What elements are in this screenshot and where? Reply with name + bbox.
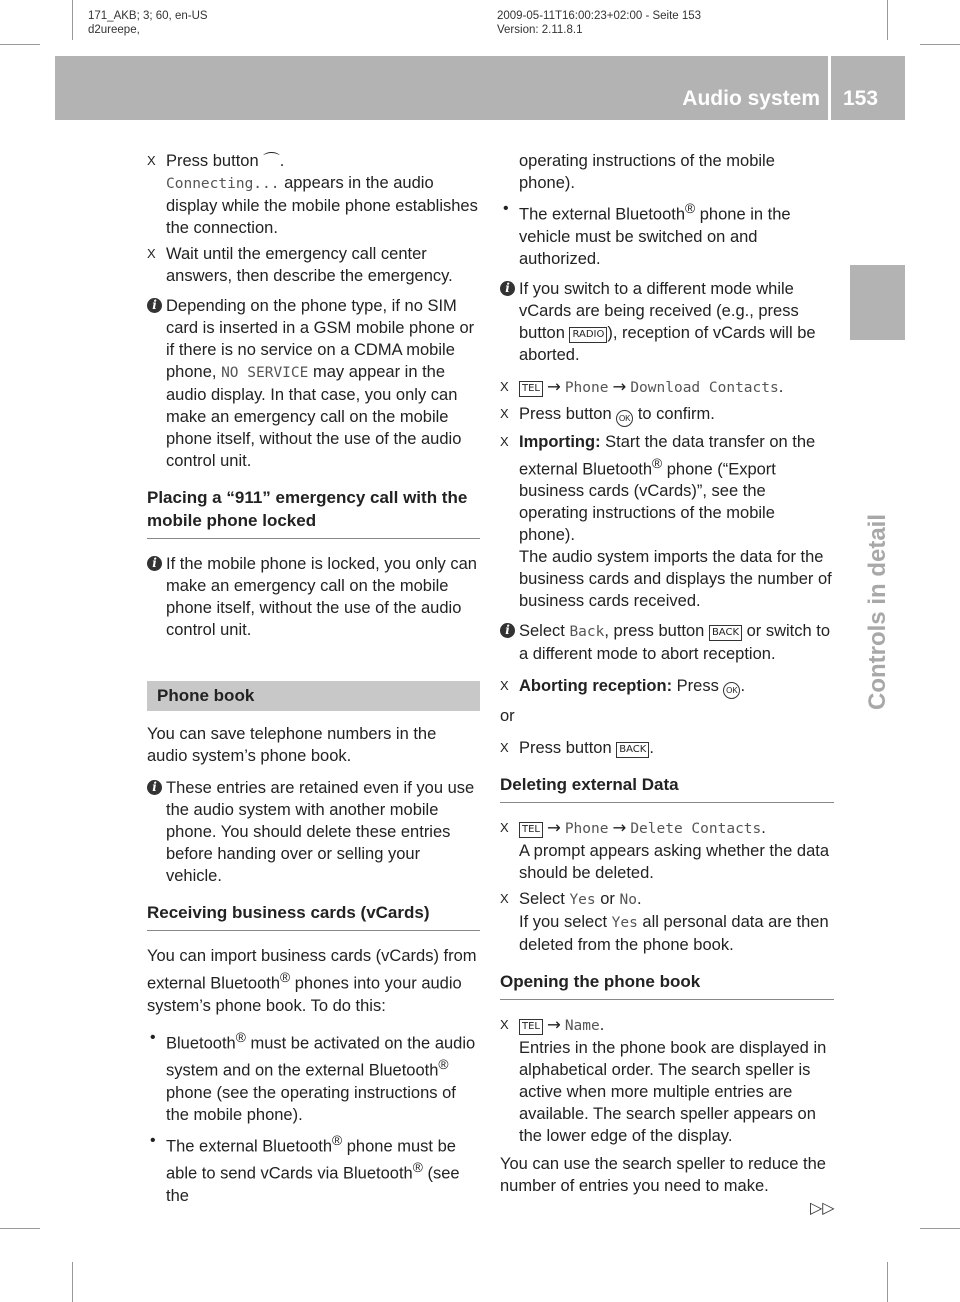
step-importing: X Importing: Start the data transfer on the external Bluetooth® phone (“Export business cards (vCards)”, see the operating instructions of the mobile phone). The audio system imports the data for the business cards and displays the number of business cards received.: [500, 432, 832, 610]
crop-mark: [72, 0, 73, 40]
crop-mark: [887, 1262, 888, 1302]
bullet-bluetooth-active: • Bluetooth® must be activated on the audio system and on the external Bluetooth® phone (see the operating instructions of the mobile phone).: [150, 1028, 476, 1124]
step-confirm: X Press button OK to confirm.: [500, 403, 834, 427]
step-marker-icon: X: [500, 820, 509, 835]
section-heading-phone-book: Phone book: [147, 681, 480, 711]
heading-vcards: Receiving business cards (vCards): [147, 901, 480, 931]
info-note-locked: i If the mobile phone is locked, you only can make an emergency call on the mobile phone itself, without the use of the audio control unit.: [147, 553, 480, 641]
right-column: [500, 150, 834, 1207]
info-icon: i: [500, 623, 515, 638]
bullet-icon: •: [503, 200, 509, 217]
crop-mark: [920, 1228, 960, 1229]
tel-key-icon: TEL: [519, 822, 543, 838]
ok-button-icon: OK: [723, 682, 740, 699]
bullet-send-vcards: • The external Bluetooth® phone must be able to send vCards via Bluetooth® (see the: [150, 1131, 460, 1205]
meta-line: Version: 2.11.8.1: [497, 24, 583, 36]
step-select-yes-no: X Select Yes or No. If you select Yes all personal data are then deleted from the phone book.: [500, 890, 829, 954]
info-icon: i: [147, 556, 162, 571]
final-paragraph: You can use the search speller to reduce the number of entries you need to make.: [500, 1155, 826, 1195]
crop-mark: [72, 1262, 73, 1302]
info-note-retained: i These entries are retained even if you use the audio system with another mobile phone. You should delete these entries before handing over or selling your vehicle.: [147, 777, 480, 887]
page-title: Audio system: [682, 87, 820, 110]
crop-mark: [920, 44, 960, 45]
bullet-switched-on: • The external Bluetooth® phone in the vehicle must be switched on and authorized.: [503, 200, 791, 268]
heading-delete: Deleting external Data: [500, 773, 834, 803]
side-tab-label: Controls in detail: [864, 513, 891, 710]
or-text: or: [500, 707, 515, 725]
info-note-sim: i Depending on the phone type, if no SIM card is inserted in a GSM mobile phone or if there is no service on a CDMA mobile phone, NO SERVICE may appear in the audio display. In that case, you only can make an emergency call on the mobile phone itself, without the use of the audio control unit.: [147, 295, 480, 472]
back-key-icon: BACK: [709, 625, 742, 641]
crop-mark: [0, 44, 40, 45]
step-press-back: X Press button BACK .: [500, 739, 654, 757]
phone-book-paragraph: You can save telephone numbers in the audio system’s phone book.: [147, 725, 437, 765]
tel-key-icon: TEL: [519, 1019, 543, 1035]
bullet-icon: •: [150, 1028, 156, 1046]
radio-key-icon: RADIO: [569, 327, 607, 343]
phone-icon: ⌒: [263, 152, 280, 170]
crop-mark: [0, 1228, 40, 1229]
info-icon: i: [147, 298, 162, 313]
tel-key-icon: TEL: [519, 381, 543, 397]
bullet-icon: •: [150, 1131, 156, 1149]
side-tab: [850, 265, 905, 340]
step-download-contacts: X TEL → Phone → Download Contacts.: [500, 376, 784, 396]
step-marker-icon: X: [500, 405, 509, 421]
info-icon: i: [147, 780, 162, 795]
step-marker-icon: X: [147, 246, 156, 261]
back-key-icon: BACK: [616, 742, 649, 758]
vcards-paragraph: You can import business cards (vCards) from external Bluetooth® phones into your audio system’s phone book. To do this:: [147, 947, 477, 1015]
crop-mark: [887, 0, 888, 40]
meta-line: 171_AKB; 3; 60, en-US: [88, 10, 208, 22]
step-marker-icon: X: [500, 1017, 509, 1032]
bullet-continuation: operating instructions of the mobile phone).: [519, 152, 775, 192]
info-note-switch-mode: i If you switch to a different mode while vCards are being received (e.g., press button RADIO ), reception of vCards will be aborted.: [500, 278, 834, 366]
step-marker-icon: X: [500, 891, 509, 906]
ok-button-icon: OK: [616, 410, 633, 427]
left-column: [147, 150, 480, 1211]
page-number: 153: [843, 87, 879, 110]
info-icon: i: [500, 281, 515, 296]
heading-open-phone-book: Opening the phone book: [500, 970, 834, 1000]
step-aborting: X Aborting reception: Press OK .: [500, 675, 834, 699]
header-separator: [828, 56, 831, 120]
print-meta-left: [88, 9, 208, 37]
step-marker-icon: X: [500, 740, 509, 755]
step-marker-icon: X: [500, 433, 509, 449]
step-marker-icon: X: [500, 378, 509, 394]
meta-line: 2009-05-11T16:00:23+02:00 - Seite 153: [497, 10, 702, 22]
print-meta-right: [497, 9, 701, 37]
step-open-name: X TEL → Name. Entries in the phone book are displayed in alphabetical order. The search speller is active when more multiple entries are available. The search speller appears on the lower edge of the display.: [500, 1015, 827, 1145]
continue-icon: ▷▷: [810, 1200, 835, 1217]
step-delete-contacts: X TEL → Phone → Delete Contacts. A prompt appears asking whether the data should be deleted.: [500, 818, 830, 882]
meta-line: d2ureepe,: [88, 24, 140, 36]
heading-911: Placing a “911” emergency call with the mobile phone locked: [147, 486, 480, 539]
info-note-back: i Select Back, press button BACK or switch to a different mode to abort reception.: [500, 620, 834, 665]
step-marker-icon: X: [147, 153, 156, 168]
step-wait: X Wait until the emergency call center answers, then describe the emergency.: [147, 245, 453, 285]
step-press-button: X Press button ⌒. Connecting... appears in the audio display while the mobile phone establishes the connection.: [147, 152, 478, 237]
step-marker-icon: X: [500, 678, 509, 693]
